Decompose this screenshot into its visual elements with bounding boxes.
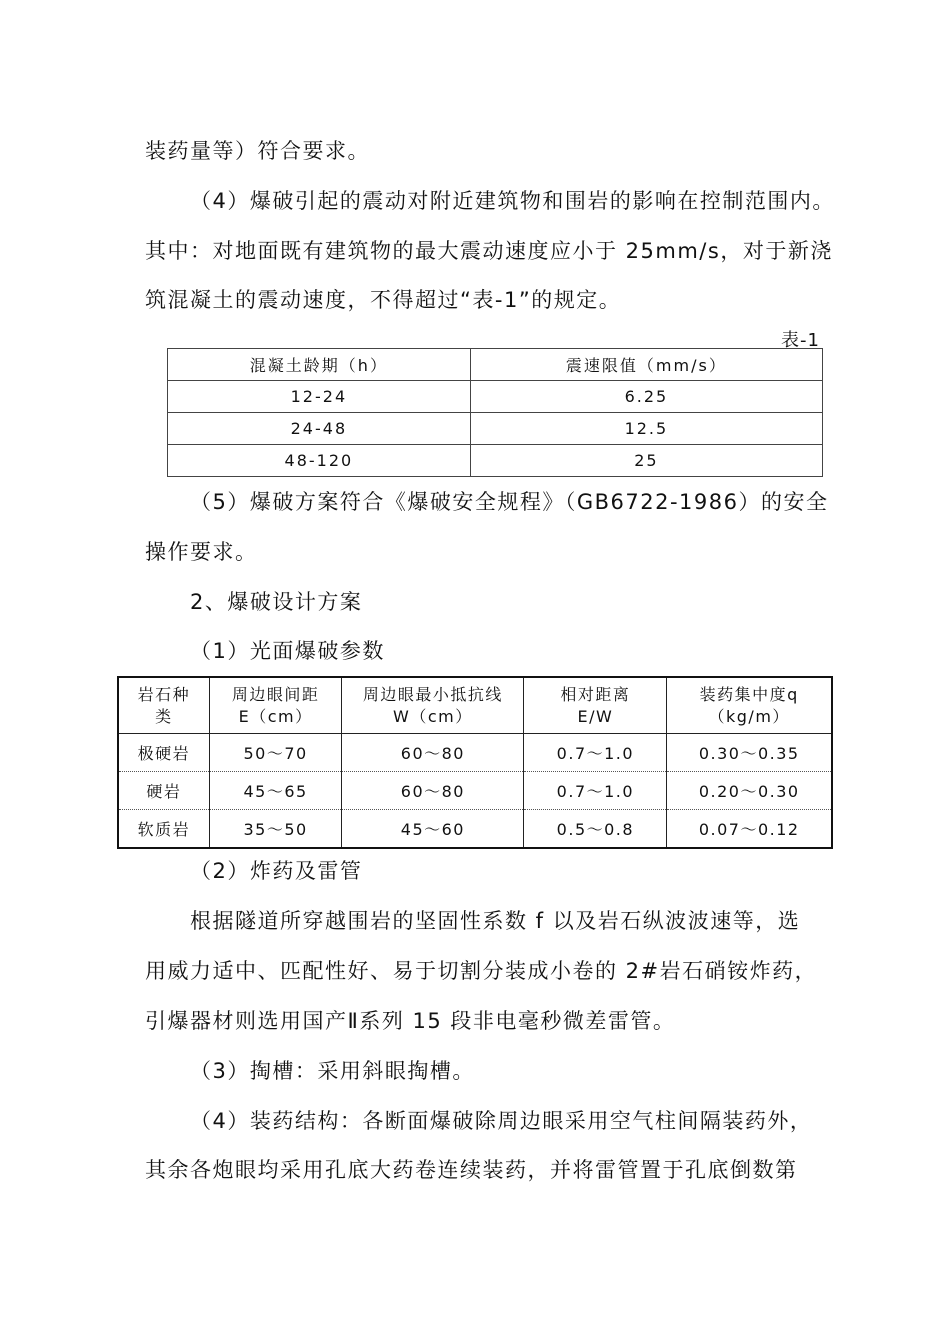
table-cell: 48-120 (168, 445, 471, 477)
paragraph-line: 筑混凝土的震动速度，不得超过“表-1”的规定。 (145, 288, 622, 312)
table-cell: 12.5 (470, 413, 822, 445)
table-caption: 表-1 (781, 330, 820, 351)
table-header-cell: 混凝土龄期（h） (168, 349, 471, 381)
table-cell: 0.20～0.30 (667, 772, 832, 810)
table-cell: 0.7～1.0 (524, 734, 667, 772)
subsection-heading: （1）光面爆破参数 (190, 639, 385, 663)
smooth-blasting-parameters-table (117, 676, 833, 849)
paragraph-line: 引爆器材则选用国产Ⅱ系列 15 段非电毫秒微差雷管。 (145, 1009, 676, 1033)
table-header-cell: 相对距离 E/W (524, 677, 667, 734)
paragraph-line: 其中：对地面既有建筑物的最大震动速度应小于 25mm/s，对于新浇 (145, 239, 833, 263)
table-cell: 6.25 (470, 381, 822, 413)
paragraph-line: 根据隧道所穿越围岩的坚固性系数 f 以及岩石纵波波速等，选 (190, 909, 801, 933)
table-cell: 35～50 (209, 810, 342, 849)
table-header-cell: 装药集中度q （kg/m） (667, 677, 832, 734)
table-cell: 极硬岩 (118, 734, 209, 772)
table-header-cell: 周边眼最小抵抗线 W（cm） (342, 677, 524, 734)
paragraph-line: 装药量等）符合要求。 (145, 139, 370, 163)
table-cell: 0.07～0.12 (667, 810, 832, 849)
table-row (118, 734, 832, 772)
table-cell: 60～80 (342, 734, 524, 772)
table-header-row (168, 349, 823, 381)
table-header-cell: 岩石种 类 (118, 677, 209, 734)
table-cell: 25 (470, 445, 822, 477)
table-cell: 45～60 (342, 810, 524, 849)
table-cell: 24-48 (168, 413, 471, 445)
table-cell: 软质岩 (137, 820, 191, 839)
table-row (118, 810, 832, 849)
table-header-cell: 震速限值（mm/s） (470, 349, 822, 381)
table-cell: 45～65 (209, 772, 342, 810)
table-cell: 硬岩 (118, 772, 209, 810)
table-cell: 0.30～0.35 (667, 734, 832, 772)
table-cell: 12-24 (168, 381, 471, 413)
table-row (118, 772, 832, 810)
table-header-cell: 周边眼间距 E（cm） (209, 677, 342, 734)
paragraph-line: （5）爆破方案符合《爆破安全规程》（GB6722-1986）的安全 (190, 490, 829, 514)
table-cell: 50～70 (209, 734, 342, 772)
section-heading: 2、爆破设计方案 (190, 590, 363, 614)
table-cell: 0.7～1.0 (524, 772, 667, 810)
subsection-heading: （2）炸药及雷管 (190, 859, 363, 883)
vibration-limit-table (167, 348, 823, 477)
paragraph-line: （4）装药结构：各断面爆破除周边眼采用空气柱间隔装药外， (190, 1109, 813, 1133)
paragraph-line: （4）爆破引起的震动对附近建筑物和围岩的影响在控制范围内。 (190, 189, 835, 213)
table-header-row (118, 677, 832, 734)
table-cell: 60～80 (342, 772, 524, 810)
paragraph-line: 用威力适中、匹配性好、易于切割分装成小卷的 2#岩石硝铵炸药， (145, 959, 818, 983)
table-row (168, 413, 823, 445)
table-row (168, 381, 823, 413)
paragraph-line: 操作要求。 (145, 540, 258, 564)
table-row (168, 445, 823, 477)
paragraph-line: 其余各炮眼均采用孔底大药卷连续装药，并将雷管置于孔底倒数第 (145, 1158, 798, 1182)
table-cell: 0.5～0.8 (524, 810, 667, 849)
subsection-heading: （3）掏槽：采用斜眼掏槽。 (190, 1059, 475, 1083)
